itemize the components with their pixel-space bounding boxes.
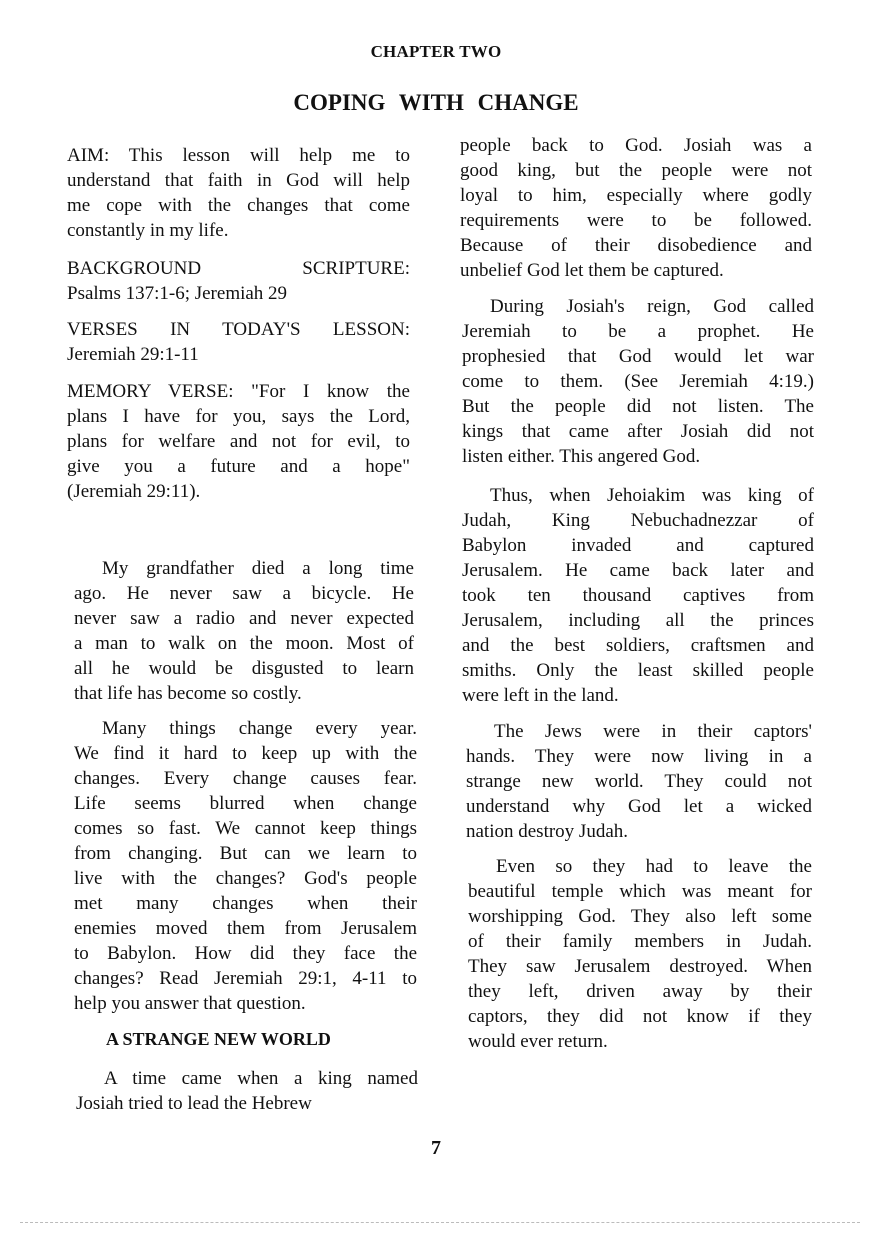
text-line: plans I have for you, says the Lord, — [67, 406, 410, 427]
text-line: Jeremiah 29:1-11 — [67, 344, 199, 365]
section-heading — [106, 1027, 396, 1052]
scan-edge-divider — [20, 1222, 860, 1224]
text-line: never saw a radio and never expected — [74, 608, 414, 629]
text-line: plans for welfare and not for evil, to — [67, 431, 410, 452]
text-line: kings that came after Josiah did not — [462, 421, 814, 442]
text-line: loyal to him, especially where godly — [460, 185, 812, 206]
text-line: Life seems blurred when change — [74, 793, 417, 814]
text-line: A STRANGE NEW WORLD — [106, 1029, 331, 1049]
text-line: people back to God. Josiah was a — [460, 135, 812, 156]
text-line: Jeremiah to be a prophet. He — [462, 321, 814, 342]
text-line: But the people did not listen. The — [462, 396, 814, 417]
page-title: COPING WITH CHANGE — [293, 90, 579, 115]
text-line: that life has become so costly. — [74, 683, 302, 704]
background-scripture — [67, 256, 410, 306]
text-line: a man to walk on the moon. Most of — [74, 633, 414, 654]
text-line: Judah, King Nebuchadnezzar of — [462, 510, 814, 531]
text-line: to Babylon. How did they face the — [74, 943, 417, 964]
body-paragraph — [466, 719, 812, 844]
text-line: would ever return. — [468, 1031, 608, 1052]
text-line: were left in the land. — [462, 685, 619, 706]
body-paragraph — [460, 133, 812, 283]
text-line: Thus, when Jehoiakim was king of — [490, 485, 814, 506]
text-line: Josiah tried to lead the Hebrew — [76, 1093, 312, 1114]
text-line: BACKGROUND SCRIPTURE: — [67, 258, 410, 279]
text-line: Because of their disobedience and — [460, 235, 812, 256]
text-line: Jerusalem. He came back later and — [462, 560, 814, 581]
text-line: hands. They were now living in a — [466, 746, 812, 767]
text-line: ago. He never saw a bicycle. He — [74, 583, 414, 604]
text-line: met many changes when their — [74, 893, 417, 914]
text-line: smiths. Only the least skilled people — [462, 660, 814, 681]
text-line: took ten thousand captives from — [462, 585, 814, 606]
text-line: They saw Jerusalem destroyed. When — [468, 956, 812, 977]
text-line: come to them. (See Jeremiah 4:19.) — [462, 371, 814, 392]
text-line: Psalms 137:1-6; Jeremiah 29 — [67, 283, 288, 304]
text-line: constantly in my life. — [67, 220, 229, 241]
text-line: strange new world. They could not — [466, 771, 812, 792]
text-line: (Jeremiah 29:11). — [67, 481, 201, 502]
text-line: My grandfather died a long time — [102, 558, 414, 579]
body-paragraph — [74, 716, 417, 1016]
body-paragraph — [74, 556, 414, 706]
text-line: enemies moved them from Jerusalem — [74, 918, 417, 939]
text-line: live with the changes? God's people — [74, 868, 417, 889]
text-line: A time came when a king named — [104, 1068, 418, 1089]
aim-paragraph — [67, 143, 410, 243]
text-line: me cope with the changes that come — [67, 195, 410, 216]
body-paragraph — [462, 483, 814, 708]
text-line: unbelief God let them be captured. — [460, 260, 724, 281]
text-line: During Josiah's reign, God called — [490, 296, 814, 317]
text-line: nation destroy Judah. — [466, 821, 629, 842]
text-line: give you a future and a hope" — [67, 456, 410, 477]
text-line: prophesied that God would let war — [462, 346, 814, 367]
text-line: all he would be disgusted to learn — [74, 658, 414, 679]
text-line: We find it hard to keep up with the — [74, 743, 417, 764]
text-line: beautiful temple which was meant for — [468, 881, 812, 902]
body-paragraph — [462, 294, 814, 469]
text-line: good king, but the people were not — [460, 160, 812, 181]
text-line: comes so fast. We cannot keep things — [74, 818, 417, 839]
page-number: 7 — [431, 1137, 441, 1159]
text-line: from changing. But can we learn to — [74, 843, 417, 864]
text-line: of their family members in Judah. — [468, 931, 812, 952]
text-line: changes. Every change causes fear. — [74, 768, 417, 789]
text-line: worshipping God. They also left some — [468, 906, 812, 927]
text-line: changes? Read Jeremiah 29:1, 4-11 to — [74, 968, 417, 989]
text-line: Jerusalem, including all the princes — [462, 610, 814, 631]
text-line: requirements were to be followed. — [460, 210, 812, 231]
text-line: understand why God let a wicked — [466, 796, 812, 817]
text-line: they left, driven away by their — [468, 981, 812, 1002]
verses-in-lesson — [67, 317, 410, 367]
text-line: The Jews were in their captors' — [494, 721, 812, 742]
text-line: understand that faith in God will help — [67, 170, 410, 191]
text-line: and the best soldiers, craftsmen and — [462, 635, 814, 656]
body-paragraph — [468, 854, 812, 1054]
memory-verse — [67, 379, 410, 504]
text-line: Babylon invaded and captured — [462, 535, 814, 556]
text-line: VERSES IN TODAY'S LESSON: — [67, 319, 410, 340]
text-line: captors, they did not know if they — [468, 1006, 812, 1027]
text-line: AIM: This lesson will help me to — [67, 145, 410, 166]
text-line: Many things change every year. — [102, 718, 417, 739]
text-line: help you answer that question. — [74, 993, 306, 1014]
text-line: listen either. This angered God. — [462, 446, 701, 467]
body-paragraph — [76, 1066, 418, 1116]
text-line: Even so they had to leave the — [496, 856, 812, 877]
chapter-label: CHAPTER TWO — [370, 42, 502, 61]
text-line: MEMORY VERSE: "For I know the — [67, 381, 410, 402]
